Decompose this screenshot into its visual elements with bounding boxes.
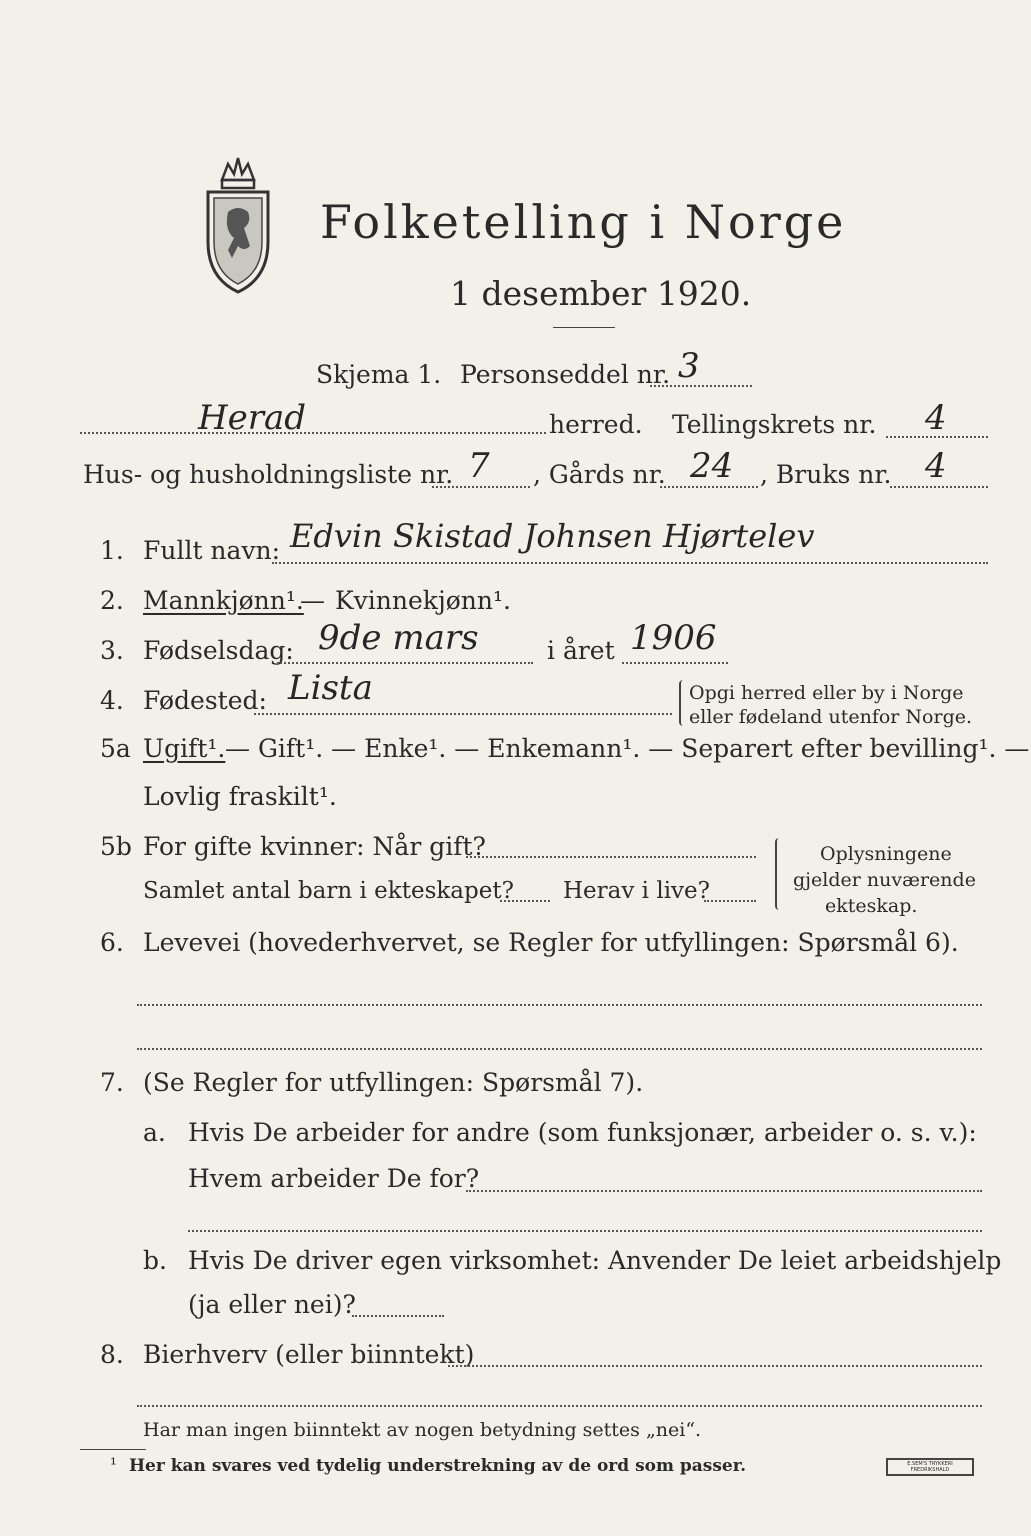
q4-note-line2: eller fødeland utenfor Norge.: [689, 706, 973, 728]
personseddel-label: Personseddel nr.: [460, 360, 671, 389]
q7-number: 7.: [100, 1068, 124, 1097]
tellingskrets-label: Tellingskrets nr.: [672, 410, 877, 439]
herred-value[interactable]: Herad: [198, 398, 307, 438]
q3-year-line: [622, 662, 728, 664]
herred-line: [80, 432, 546, 434]
q7b-letter: b.: [143, 1246, 167, 1275]
q5b-live-label: Herav i live?: [563, 878, 710, 904]
q8-number: 8.: [100, 1340, 124, 1369]
q7a-line-1: [466, 1190, 982, 1192]
q6-line-1: [137, 1004, 982, 1006]
q4-number: 4.: [100, 686, 124, 715]
q5b-note-line2: gjelder nuværende: [793, 869, 976, 891]
personseddel-line: [650, 385, 752, 387]
footnote-divider: [80, 1449, 146, 1450]
q5a-options: — Gift¹. — Enke¹. — Enkemann¹. — Separert efter bevilling¹. —: [225, 734, 1030, 763]
herred-label: herred.: [549, 410, 643, 439]
biinntekt-note: Har man ingen biinntekt av nogen betydning settes „nei“.: [143, 1419, 702, 1441]
bruks-line: [890, 486, 988, 488]
q5a-number: 5a: [100, 734, 131, 763]
footnote-text: Her kan svares ved tydelig understrekning av de ord som passer.: [129, 1456, 747, 1476]
q5b-nar-gift-line: [466, 856, 756, 858]
printer-stamp-text: E.SEM'S TRYKKERI FREDRIKSHALD: [907, 1461, 953, 1473]
q2-mannkjonn[interactable]: Mannkjønn¹.: [143, 586, 304, 615]
q3-label: Fødselsdag:: [143, 636, 294, 665]
printer-stamp: [886, 1458, 974, 1476]
hus-line: [432, 486, 530, 488]
q3-line: [277, 662, 533, 664]
q6-number: 6.: [100, 928, 124, 957]
q7b-question: (ja eller nei)?: [188, 1290, 356, 1319]
q1-line: [272, 562, 988, 564]
q7b-text: Hvis De driver egen virksomhet: Anvender De leiet arbeidshjelp: [188, 1246, 1002, 1275]
hus-value[interactable]: 7: [468, 446, 490, 486]
q8-line-1: [448, 1365, 982, 1367]
q7b-line: [352, 1315, 444, 1317]
q4-label: Fødested:: [143, 686, 267, 715]
q7a-question: Hvem arbeider De for?: [188, 1164, 480, 1193]
q2-number: 2.: [100, 586, 124, 615]
footnote-marker: ¹: [110, 1455, 117, 1475]
q5b-note-brace: [775, 838, 783, 910]
q7a-letter: a.: [143, 1118, 166, 1147]
q3-number: 3.: [100, 636, 124, 665]
personseddel-value[interactable]: 3: [678, 346, 700, 386]
q4-note-brace: [679, 680, 687, 726]
gards-label: , Gårds nr.: [533, 460, 666, 489]
q8-label: Bierhverv (eller biinntekt): [143, 1340, 475, 1369]
q7-label: (Se Regler for utfyllingen: Spørsmål 7).: [143, 1068, 644, 1097]
q5b-nar-gift-label: For gifte kvinner: Når gift?: [143, 832, 486, 861]
q5b-number: 5b: [100, 832, 132, 861]
q6-line-2: [137, 1048, 982, 1050]
q4-value[interactable]: Lista: [288, 668, 373, 708]
q3-year-label: i året: [547, 636, 615, 665]
q5a-ugift[interactable]: Ugift¹.: [143, 734, 226, 763]
q8-line-2: [137, 1405, 982, 1407]
q5b-note-line3: ekteskap.: [825, 895, 918, 917]
q7a-line-2: [188, 1230, 982, 1232]
q4-line: [254, 713, 672, 715]
bruks-value[interactable]: 4: [925, 446, 947, 486]
q4-note-line1: Opgi herred eller by i Norge: [689, 682, 964, 704]
title-divider: [553, 327, 615, 328]
q1-number: 1.: [100, 536, 124, 565]
skjema-label: Skjema 1.: [316, 360, 442, 389]
q5b-note-line1: Oplysningene: [820, 843, 952, 865]
q5b-barn-label: Samlet antal barn i ekteskapet?: [143, 878, 514, 904]
bruks-label: , Bruks nr.: [760, 460, 892, 489]
q2-kvinnekjonn[interactable]: Kvinnekjønn¹.: [335, 586, 511, 615]
norwegian-lion-crest-icon: [198, 150, 278, 300]
hus-label: Hus- og husholdningsliste nr.: [83, 460, 454, 489]
q7a-text: Hvis De arbeider for andre (som funksjonær, arbeider o. s. v.):: [188, 1118, 977, 1147]
q6-label: Levevei (hovederhvervet, se Regler for utfyllingen: Spørsmål 6).: [143, 928, 959, 957]
q5b-live-line: [704, 900, 756, 902]
q3-year-value[interactable]: 1906: [630, 618, 717, 658]
form-date: 1 desember 1920.: [450, 274, 752, 313]
q5b-barn-line: [500, 900, 550, 902]
q2-separator: —: [300, 586, 325, 615]
q5a-lovlig-fraskilt[interactable]: Lovlig fraskilt¹.: [143, 782, 337, 811]
gards-line: [660, 486, 758, 488]
gards-value[interactable]: 24: [690, 446, 734, 486]
q3-value[interactable]: 9de mars: [318, 618, 479, 658]
q1-label: Fullt navn:: [143, 536, 281, 565]
tellingskrets-value[interactable]: 4: [925, 398, 947, 438]
form-title: Folketelling i Norge: [320, 195, 847, 249]
q1-value[interactable]: Edvin Skistad Johnsen Hjørtelev: [290, 517, 815, 555]
